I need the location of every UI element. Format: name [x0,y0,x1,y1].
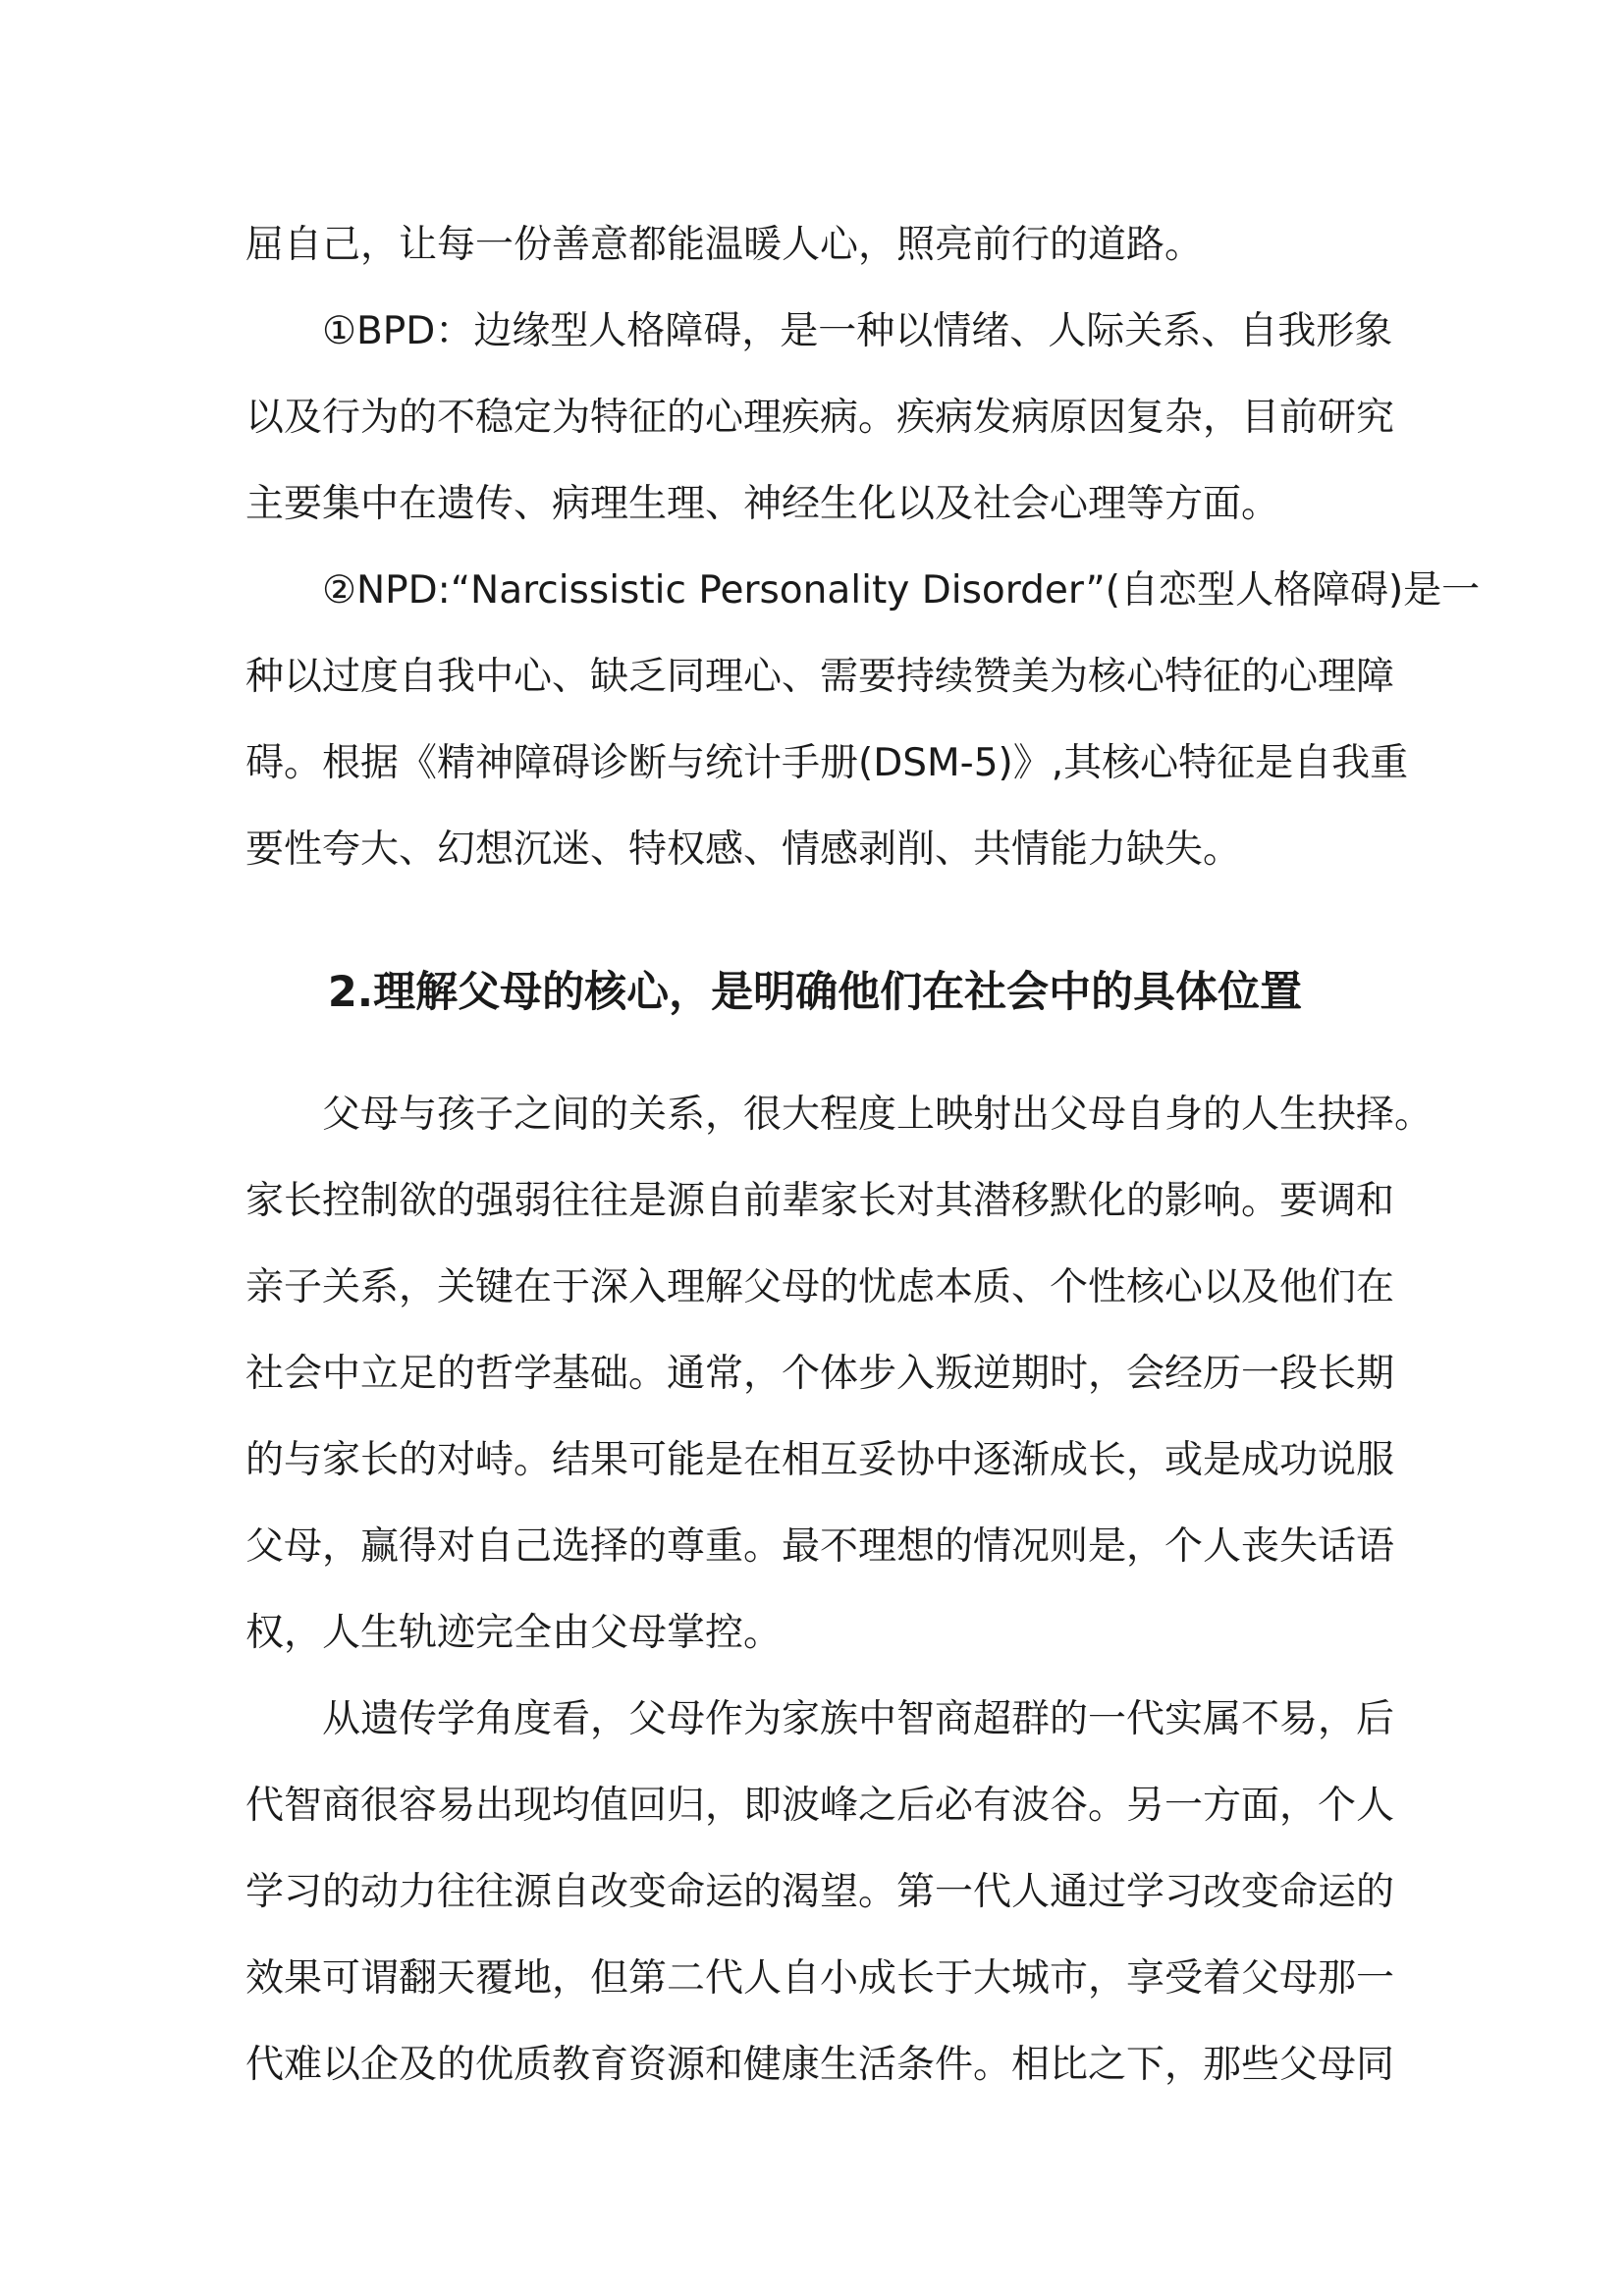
text-line: 家长控制欲的强弱往往是源自前辈家长对其潜移默化的影响。要调和 [245,1179,1395,1223]
text-line: 社会中立足的哲学基础。通常，个体步入叛逆期时，会经历一段长期 [245,1352,1395,1396]
text-line: ②NPD:“Narcissistic Personality Disorder”(自恋型人格障碍)是一 [322,568,1481,613]
text-line: 权，人生轨迹完全由父母掌控。 [245,1611,783,1655]
text-line: 代智商很容易出现均值回归，即波峰之后必有波谷。另一方面，个人 [245,1784,1395,1828]
text-line: 屈自己，让每一份善意都能温暖人心，照亮前行的道路。 [245,223,1204,267]
text-line: 要性夸大、幻想沉迷、特权感、情感剥削、共情能力缺失。 [245,828,1242,872]
paragraph-parent-child-relationship [245,1084,1434,1688]
text-line: 父母，赢得对自己选择的尊重。最不理想的情况则是，个人丧失话语 [245,1524,1395,1569]
paragraph-genetics [245,1688,1395,2120]
text-line: 从遗传学角度看，父母作为家族中智商超群的一代实属不易，后 [322,1697,1395,1741]
text-line: 碍。根据《精神障碍诊断与统计手册(DSM-5)》,其核心特征是自我重 [245,741,1409,785]
paragraph-continuation [245,214,1384,300]
text-line: 的与家长的对峙。结果可能是在相互妥协中逐渐成长，或是成功说服 [245,1438,1395,1482]
document-body [245,214,1481,2120]
text-line: 亲子关系，关键在于深入理解父母的忧虑本质、个性核心以及他们在 [245,1265,1395,1309]
text-line: 主要集中在遗传、病理生理、神经生化以及社会心理等方面。 [245,482,1280,526]
text-line: 效果可谓翻天覆地，但第二代人自小成长于大城市，享受着父母那一 [245,1956,1395,2001]
section-heading: 2.理解父母的核心，是明确他们在社会中的具体位置 [327,968,1303,1017]
footnote-bpd [245,300,1395,560]
text-line: 代难以企及的优质教育资源和健康生活条件。相比之下，那些父母同 [245,2043,1395,2087]
text-line: 种以过度自我中心、缺乏同理心、需要持续赞美为核心特征的心理障 [245,655,1395,699]
text-line: 学习的动力往往源自改变命运的渴望。第一代人通过学习改变命运的 [245,1870,1395,1914]
text-line: 父母与孩子之间的关系，很大程度上映射出父母自身的人生抉择。 [322,1093,1434,1137]
footnote-npd [245,560,1481,905]
text-line: ①BPD：边缘型人格障碍，是一种以情绪、人际关系、自我形象 [322,309,1393,353]
text-line: 以及行为的不稳定为特征的心理疾病。疾病发病原因复杂，目前研究 [245,396,1395,440]
